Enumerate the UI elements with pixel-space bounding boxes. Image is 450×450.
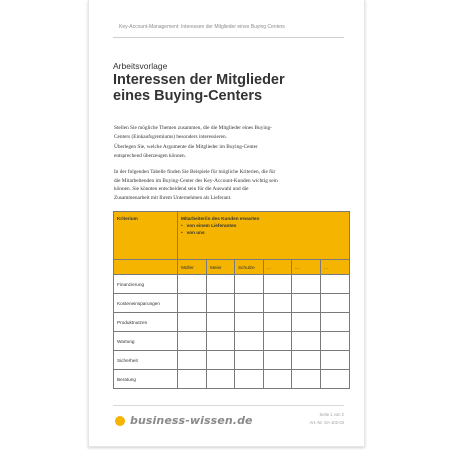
table-cell [178, 351, 207, 370]
table-cell [207, 294, 235, 313]
table-cell [235, 313, 264, 332]
paragraph-2-line-2: entsprechend überzeugen können. [114, 152, 186, 159]
table-cell [292, 370, 321, 389]
document-page [88, 0, 365, 447]
person-column-header: Schulze [235, 260, 264, 275]
table-cell [292, 313, 321, 332]
table-cell [178, 294, 207, 313]
table-cell [207, 332, 235, 351]
expectation-header-cell [178, 212, 350, 260]
table-row [114, 351, 350, 370]
table-cell [264, 332, 292, 351]
table-cell [321, 275, 350, 294]
paragraph-3 [114, 168, 324, 203]
page-number: Seite 1 von 2 [319, 412, 344, 417]
paragraph-1-line-2: Centers (Einkaufsgremiums) besonders interessieren. [114, 133, 227, 140]
paragraph-3-line-4: Zusammenarbeit mit Ihrem Unternehmen als Lieferant. [114, 195, 232, 202]
table-row [114, 313, 350, 332]
person-column-header: Meier [207, 260, 235, 275]
paragraph-3-line-2: die Mitarbeitenden im Buying-Center des Key-Account-Kunden wichtig sein [114, 177, 278, 184]
table-cell [207, 370, 235, 389]
table-cell [235, 351, 264, 370]
table-cell [235, 294, 264, 313]
expectation-bullets [181, 223, 349, 235]
footer-divider [113, 405, 344, 406]
criteria-table [113, 211, 350, 389]
logo-dot-icon [115, 416, 125, 426]
table-cell [178, 370, 207, 389]
table-cell [207, 351, 235, 370]
brand-name: business-wissen.de [130, 414, 253, 427]
document-id: Art.-Nr. SA-102-03 [309, 420, 344, 425]
table-cell [178, 332, 207, 351]
table-cell [321, 351, 350, 370]
table-cell [321, 294, 350, 313]
running-header: Key-Account-Management: Interessen der Mitglieder eines Buying Centers [119, 24, 285, 30]
document-kicker: Arbeitsvorlage [113, 61, 168, 71]
table-cell [235, 332, 264, 351]
table-row [114, 332, 350, 351]
table-cell [264, 275, 292, 294]
criterion-header: Kriterium [114, 212, 178, 260]
brand-logo [115, 414, 253, 427]
expectation-header: Mitarbeiter/in des Kunden erwarten [181, 216, 260, 221]
table-cell [321, 313, 350, 332]
paragraph-1 [114, 124, 324, 141]
table-cell [321, 332, 350, 351]
criterion-header-spacer [114, 260, 178, 275]
paragraph-2-line-1: Überlegen Sie, welche Argumente die Mitglieder im Buying-Center [114, 144, 258, 150]
paragraph-3-line-1: In der folgenden Tabelle finden Sie Beispiele für mögliche Kriterien, die für [114, 169, 276, 175]
table-cell [207, 313, 235, 332]
table-row [114, 294, 350, 313]
person-column-header: ... [321, 260, 350, 275]
table-cell [178, 313, 207, 332]
table-cell [264, 313, 292, 332]
bullet-item: • von einem Lieferanten [181, 223, 349, 228]
table-cell [292, 351, 321, 370]
criterion-label: Finanzierung [114, 275, 178, 294]
table-cell [292, 294, 321, 313]
document-title [113, 72, 285, 104]
table-row [114, 275, 350, 294]
table-cell [264, 294, 292, 313]
paragraph-3-line-3: können. Sie könnten entscheidend sein für die Auswahl und die [114, 186, 249, 193]
criterion-label: Beratung [114, 370, 178, 389]
person-column-header: ... [292, 260, 321, 275]
paragraph-2 [114, 143, 324, 160]
person-column-header: Müller [178, 260, 207, 275]
paragraph-1-line-1: Stellen Sie mögliche Themen zusammen, die die Mitglieder eines Buying- [114, 125, 272, 131]
person-column-header: ... [264, 260, 292, 275]
criterion-label: Sicherheit [114, 351, 178, 370]
table-cell [178, 275, 207, 294]
table-cell [235, 275, 264, 294]
table-cell [292, 332, 321, 351]
title-line-1: Interessen der Mitglieder [113, 72, 285, 88]
criterion-label: Wartung [114, 332, 178, 351]
criterion-label: Produktnutzen [114, 313, 178, 332]
table-cell [292, 275, 321, 294]
table-cell [264, 370, 292, 389]
table-row [114, 370, 350, 389]
table-cell [207, 275, 235, 294]
header-divider [113, 37, 344, 38]
criterion-label: Kosteneinsparungen [114, 294, 178, 313]
table-cell [235, 370, 264, 389]
title-line-2: eines Buying-Centers [113, 88, 263, 104]
table-cell [264, 351, 292, 370]
table-cell [321, 370, 350, 389]
bullet-item: • von uns [181, 230, 349, 235]
